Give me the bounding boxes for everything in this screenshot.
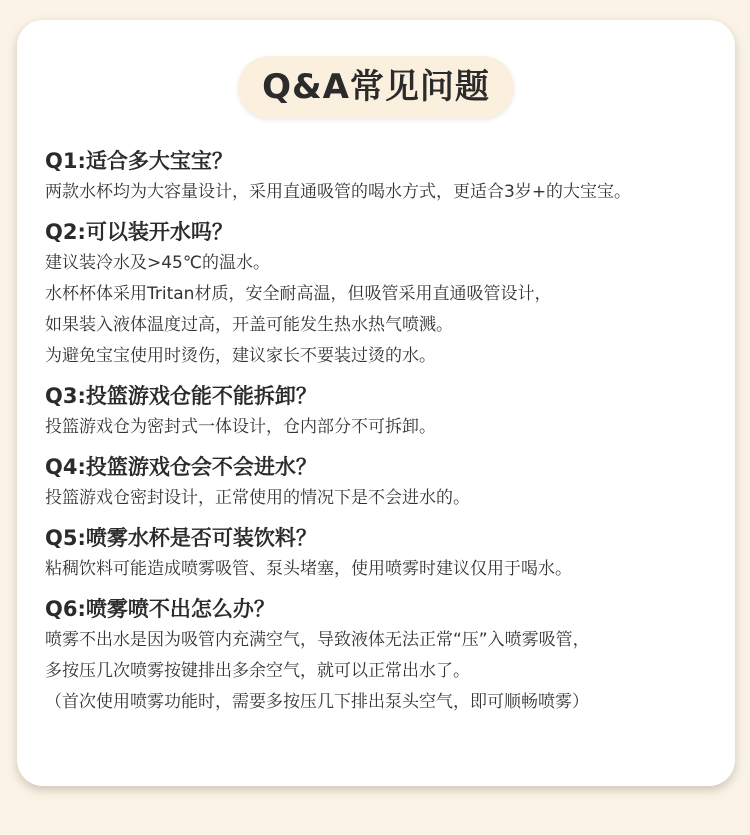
faq-item-6 bbox=[45, 593, 740, 718]
faq-question: Q1:适合多大宝宝？ bbox=[45, 149, 233, 173]
faq-question: Q2:可以装开水吗？ bbox=[45, 220, 233, 244]
faq-answer-line: 为避免宝宝使用时烫伤，建议家长不要装过烫的水。 bbox=[45, 346, 436, 366]
faq-answer-line: 多按压几次喷雾按键排出多余空气，就可以正常出水了。 bbox=[45, 661, 470, 681]
faq-answer-line: 两款水杯均为大容量设计，采用直通吸管的喝水方式，更适合3岁+的大宝宝。 bbox=[45, 182, 632, 202]
faq-answer-line: （首次使用喷雾功能时，需要多按压几下排出泵头空气，即可顺畅喷雾） bbox=[45, 692, 589, 712]
faq-item-5 bbox=[45, 522, 740, 585]
faq-question: Q5:喷雾水杯是否可装饮料？ bbox=[45, 526, 317, 550]
faq-question: Q4:投篮游戏仓会不会进水？ bbox=[45, 455, 317, 479]
faq-item-4 bbox=[45, 451, 740, 514]
faq-item-3 bbox=[45, 380, 740, 443]
faq-list bbox=[45, 145, 740, 718]
faq-answer-line: 投篮游戏仓密封设计，正常使用的情况下是不会进水的。 bbox=[45, 488, 470, 508]
faq-question: Q6:喷雾喷不出怎么办？ bbox=[45, 597, 275, 621]
faq-answer-line: 如果装入液体温度过高，开盖可能发生热水热气喷溅。 bbox=[45, 315, 453, 335]
faq-answer-line: 建议装冷水及>45℃的温水。 bbox=[45, 253, 270, 273]
faq-answer-line: 喷雾不出水是因为吸管内充满空气，导致液体无法正常“压”入喷雾吸管， bbox=[45, 630, 590, 650]
faq-answer-line: 粘稠饮料可能造成喷雾吸管、泵头堵塞，使用喷雾时建议仅用于喝水。 bbox=[45, 559, 572, 579]
faq-answer-line: 投篮游戏仓为密封式一体设计，仓内部分不可拆卸。 bbox=[45, 417, 436, 437]
page-title: Q&A常见问题 bbox=[262, 67, 490, 107]
faq-question: Q3:投篮游戏仓能不能拆卸？ bbox=[45, 384, 317, 408]
faq-item-2 bbox=[45, 216, 740, 372]
faq-item-1 bbox=[45, 145, 740, 208]
faq-answer-line: 水杯杯体采用Tritan材质，安全耐高温，但吸管采用直通吸管设计， bbox=[45, 284, 552, 304]
title-badge bbox=[238, 56, 514, 118]
